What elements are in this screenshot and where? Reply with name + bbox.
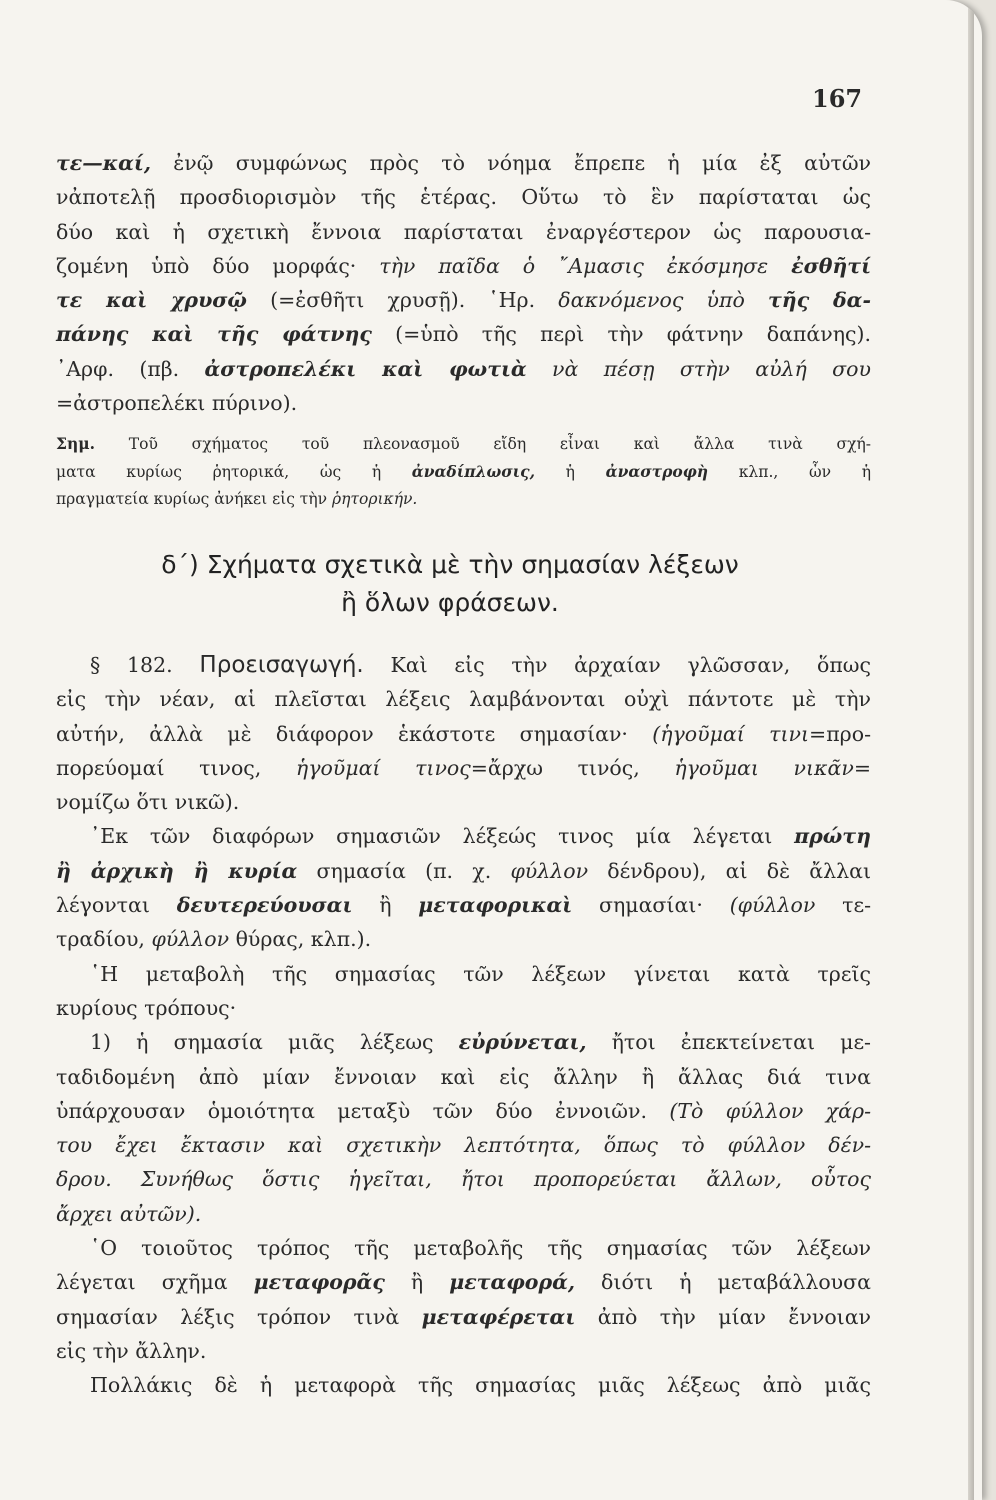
text-line: κυρίους τρόπους· (56, 995, 237, 1020)
text-line: =ἀστροπελέκι πύρινο). (56, 391, 298, 416)
text-line: αὐτήν, ἀλλὰ μὲ διάφορον ἑκάστοτε σημασίαν· (ἡγοῦμαί τινι=προ- (56, 721, 872, 746)
text-line: ῾Η μεταβολὴ τῆς σημασίας τῶν λέξεων γίνεται κατὰ τρεῖς (90, 961, 871, 986)
text-line: Πολλάκις δὲ ἡ μεταφορὰ τῆς σημασίας μιᾶς λέξεως ἀπὸ μιᾶς (90, 1373, 871, 1398)
text-line: δύο καὶ ἡ σχετικὴ ἔννοια παρίσταται ἐναργέστερον ὡς παρουσια- (56, 219, 871, 244)
text-line: ταδιδομένη ἀπὸ μίαν ἔννοιαν καὶ εἰς ἄλλην ἢ ἄλλας διά τινα (56, 1064, 871, 1089)
text-line: νομίζω ὅτι νικῶ). (56, 790, 240, 815)
text-line: εἰς τὴν νέαν, αἱ πλεῖσται λέξεις λαμβάνονται οὐχὶ πάντοτε μὲ τὴν (56, 687, 871, 712)
text-line: § 182. Προεισαγωγή. Καὶ εἰς τὴν ἀρχαίαν γλῶσσαν, ὅπως (90, 652, 871, 678)
text-line: τραδίου, φύλλον θύρας, κλπ.). (56, 927, 372, 952)
text-line: ᾿Εκ τῶν διαφόρων σημασιῶν λέξεώς τινος μία λέγεται πρώτη (90, 824, 871, 849)
note-block (56, 430, 871, 513)
text-line: λέγονται δευτερεύουσαι ἢ μεταφορικαὶ σημασίαι· (φύλλον τε- (56, 893, 872, 918)
note-line: ματα κυρίως ῥητορικά, ὡς ἡ ἀναδίπλωσις, ἡ ἀναστροφὴ κλπ., ὧν ἡ (56, 462, 872, 481)
text-line: τε καὶ χρυσῷ (=ἐσθῆτι χρυσῇ). ῾Ηρ. δακνόμενος ὑπὸ τῆς δα- (56, 288, 871, 313)
text-line: εἰς τὴν ἄλλην. (56, 1338, 207, 1363)
note-line: πραγματεία κυρίως ἀνήκει εἰς τὴν ῥητορικήν. (56, 490, 418, 508)
section-heading-line-2: ἢ ὅλων φράσεων. (341, 588, 559, 617)
text-line: ῾Ο τοιοῦτος τρόπος τῆς μεταβολῆς τῆς σημασίας τῶν λέξεων (90, 1236, 871, 1261)
text-line: του ἔχει ἔκτασιν καὶ σχετικὴν λεπτότητα, ὅπως τὸ φύλλον δέν- (56, 1133, 871, 1158)
text-line: ζομένη ὑπὸ δύο μορφάς· τὴν παῖδα ὁ ῎Αμασις ἐκόσμησε ἐσθῆτί (56, 253, 871, 278)
text-line: πορεύομαί τινος, ἡγοῦμαί τινος=ἄρχω τινός, ἡγοῦμαι νικᾶν= (56, 755, 871, 780)
text-line: σημασίαν λέξις τρόπον τινὰ μεταφέρεται ἀπὸ τὴν μίαν ἔννοιαν (56, 1304, 872, 1329)
text-line: λέγεται σχῆμα μεταφορᾶς ἢ μεταφορά, διότι ἡ μεταβάλλουσα (56, 1270, 871, 1295)
page-edge (968, 0, 974, 1500)
text-line: ὑπάρχουσαν ὁμοιότητα μεταξὺ τῶν δύο ἐννοιῶν. (Τὸ φύλλον χάρ- (56, 1098, 871, 1123)
text-line: ἄρχει αὐτῶν). (56, 1201, 202, 1226)
section-heading-line-1: δ΄) Σχήματα σχετικὰ μὲ τὴν σημασίαν λέξεων (161, 550, 739, 579)
text-line: δρου. Συνήθως ὅστις ἡγεῖται, ἤτοι προπορεύεται ἄλλων, οὗτος (56, 1167, 872, 1192)
paragraph-1 (56, 146, 871, 420)
text-line: τε—καί, ἐνῷ συμφώνως πρὸς τὸ νόημα ἔπρεπε ἡ μία ἐξ αὐτῶν (56, 151, 871, 175)
text-line: 1) ἡ σημασία μιᾶς λέξεως εὐρύνεται, ἤτοι ἐπεκτείνεται με- (90, 1030, 871, 1055)
text-line: ᾿Αρφ. (πβ. ἀστροπελέκι καὶ φωτιὰ νὰ πέσῃ στὴν αὐλή σου (56, 356, 871, 381)
text-line: νἀποτελῇ προσδιορισμὸν τῆς ἑτέρας. Οὕτω τὸ ἓν παρίσταται ὡς (56, 185, 871, 210)
text-line: ἢ ἀρχικὴ ἢ κυρία σημασία (π. χ. φύλλον δένδρου), αἱ δὲ ἄλλαι (56, 858, 872, 883)
page-number: 167 (812, 84, 863, 113)
paragraph-182 (56, 648, 871, 1403)
text-line: πάνης καὶ τῆς φάτνης (=ὑπὸ τῆς περὶ τὴν φάτνην δαπάνης). (56, 322, 871, 347)
note-line: Σημ. Τοῦ σχήματος τοῦ πλεονασμοῦ εἴδη εἶναι καὶ ἄλλα τινὰ σχή- (56, 434, 871, 453)
